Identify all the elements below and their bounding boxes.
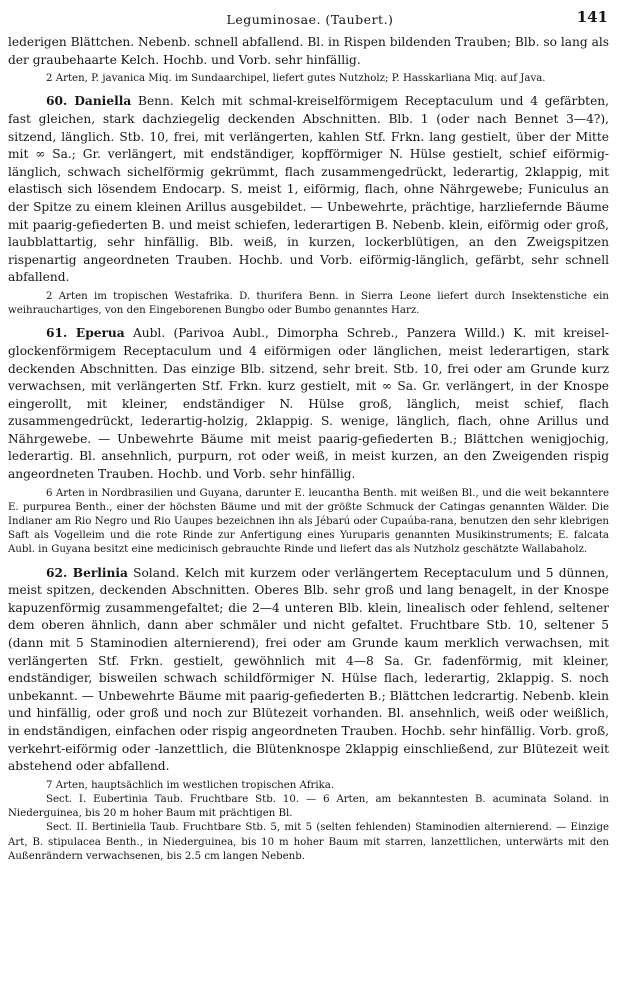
genus-name: Berlinia	[72, 565, 128, 580]
genus-text: Aubl. (Parivoa Aubl., Dimorpha Schreb., Panzera Willd.) K. mit kreisel-glockenförmigem Receptaculum und 4 eiförmigen oder länglichen, meist lederartigen, stark deckenden Abschnitten. Das einzige Blb. sitzend, sehr breit. Stb. 10, frei oder am Grunde kurz verwachsen, mit verlängerten Stf. Frkn. kurz gestielt, mit ∞ Sa. Gr. verlängert, in der Knospe eingerollt, mit kleiner, endständiger N. Hülse groß, länglich, meist schief, flach zusammengedrückt, lederartig-holzig, 2klappig. S. wenige, länglich, flach, ohne Arillus und Nährgewebe. — Unbewehrte Bäume mit meist paarig-gefiederten B.; Blättchen wenigjochig, lederartig. Bl. ansehnlich, purpurn, rot oder weiß, in meist kurzen, an den Zweigenden rispig angeordneten Trauben. Hochb. und Vorb. sehr hinfällig.	[8, 326, 610, 482]
genus-text: Soland. Kelch mit kurzem oder verlängertem Receptaculum und 5 dünnen, meist spitzen, deckenden Abschnitten. Oberes Blb. sehr groß und lang benagelt, in der Knospe kapuzenförmig zusammengefaltet; die 2—4 unteren Blb. klein, linealisch oder fehlend, seltener dem oberen ähnlich, dann aber schmäler und nicht gefaltet. Fruchtbare Stb. 10, seltener 5 (dann mit 5 Staminodien alternierend), frei oder am Grunde kaum merklich verwachsen, mit verlängerten Stf. Frkn. gestielt, gewöhnlich mit 4—8 Sa. Gr. fadenförmig, mit kleiner, endständiger, bisweilen schwach schildförmiger N. Hülse flach, lederartig, 2klappig. S. noch unbekannt. — Unbewehrte Bäume mit paarig-gefiederten B.; Blättchen ledcrartig. Nebenb. klein und hinfällig, oder groß und noch zur Blütezeit vorhanden. Bl. ansehnlich, weiß oder weißlich, in endständigen, einfachen oder rispig angeordneten Trauben. Hochb. sehr hinfällig. Vorb. groß, verkehrt-eiförmig oder -lanzettlich, die Blütenknospe 2klappig einschließend, zur Blütezeit weit abstehend oder abfallend.	[8, 565, 609, 774]
genus-note: 2 Arten im tropischen Westafrika. D. thurifera Benn. in Sierra Leone liefert durch Insektenstiche ein weihrauchartiges, von den Eingeborenen Bungbo oder Bumbo genanntes Harz.	[8, 290, 609, 317]
genus-description	[8, 93, 609, 287]
intro-paragraph: lederigen Blättchen. Nebenb. schnell abfallend. Bl. in Rispen bildenden Trauben; Blb. so lang als der graubehaarte Kelch. Hochb. und Vorb. sehr hinfällig.	[8, 35, 609, 67]
genus-heading	[46, 94, 131, 108]
running-head: Leguminosae. (Taubert.)	[226, 12, 394, 27]
genus-entry-berlinia	[8, 565, 609, 864]
page-number: 141	[576, 8, 608, 26]
genus-entry-eperua	[8, 325, 609, 557]
page-body	[8, 34, 609, 864]
intro-note: 2 Arten, P. javanica Miq. im Sundaarchipel, liefert gutes Nutzholz; P. Hasskarliana Miq. auf Java.	[46, 73, 546, 85]
genus-number: 61.	[46, 326, 68, 341]
page-header	[0, 6, 620, 30]
genus-number: 60.	[46, 94, 68, 109]
genus-name: Eperua	[75, 326, 125, 341]
genus-heading	[46, 566, 128, 580]
genus-number: 62.	[46, 565, 68, 580]
genus-heading	[46, 326, 125, 340]
genus-description	[8, 565, 609, 776]
genus-note: 7 Arten, hauptsächlich im westlichen tropischen Afrika.	[46, 779, 335, 791]
section-note: Sect. I. Eubertinia Taub. Fruchtbare Stb. 10. — 6 Arten, am bekanntesten B. acuminata Soland. in Niederguinea, bis 20 m hoher Baum mit prächtigen Bl.	[8, 794, 609, 820]
genus-text: Benn. Kelch mit schmal-kreiselförmigem Receptaculum und 4 gefärbten, fast gleichen, stark dachziegelig deckenden Abschnitten. Blb. 1 (oder nach Bennet 3—4?), sitzend, länglich. Stb. 10, frei, mit verlängerten, kahlen Stf. Frkn. lang gestielt, über der Mitte mit ∞ Sa.; Gr. verlängert, mit endständiger, kopfförmiger N. Hülse gestielt, schief eiförmig-länglich, schwach sichelförmig gekrümmt, flach zusammengedrückt, lederartig, 2klappig, mit elastisch sich lösendem Endocarp. S. meist 1, eiförmig, flach, ohne Nährgewebe; Funiculus an der Spitze zu einem kleinen Arillus ausgebildet. — Unbewehrte, prächtige, harzliefernde Bäume mit paarig-gefiederten B. und meist schiefen, lederartigen B. Nebenb. klein, eiförmig oder groß, laubblattartig, sehr hinfällig. Blb. weiß, in kurzen, lockerblütigen, an den Zweigspitzen rispenartig angeordneten Trauben. Hochb. und Vorb. eiförmig-länglich, gefärbt, sehr schnell abfallend.	[8, 94, 610, 285]
genus-name: Daniella	[74, 94, 132, 109]
genus-description	[8, 325, 609, 483]
genus-note: 6 Arten in Nordbrasilien und Guyana, darunter E. leucantha Benth. mit weißen Bl., und die weit bekanntere E. purpurea Benth., einer der höchsten Bäume und mit der größte Schmuck der Catingas genannten Wälder. Die Indianer am Rio Negro und Rio Uaupes bezeichnen ihn als Jébarú oder Cupaúba-rana, benutzen den sehr klebrigen Saft als Vogelleim und die rote Rinde zur Anfertigung eines Yuruparis genannten Musikinstruments; E. falcata Aubl. in Guyana besitzt eine medicinisch gebrauchte Rinde und liefert das als Nutzholz geschätzte Wallabaholz.	[8, 487, 609, 556]
genus-entry-daniella	[8, 93, 609, 318]
section-note: Sect. II. Bertiniella Taub. Fruchtbare Stb. 5, mit 5 (selten fehlenden) Staminodien alternierend. — Einzige Art, B. stipulacea Benth., in Niederguinea, bis 10 m hoher Baum mit starren, lanzettlichen, unterwärts mit den Außenrändern verwachsenen, bis 2.5 cm langen Nebenb.	[8, 822, 609, 862]
